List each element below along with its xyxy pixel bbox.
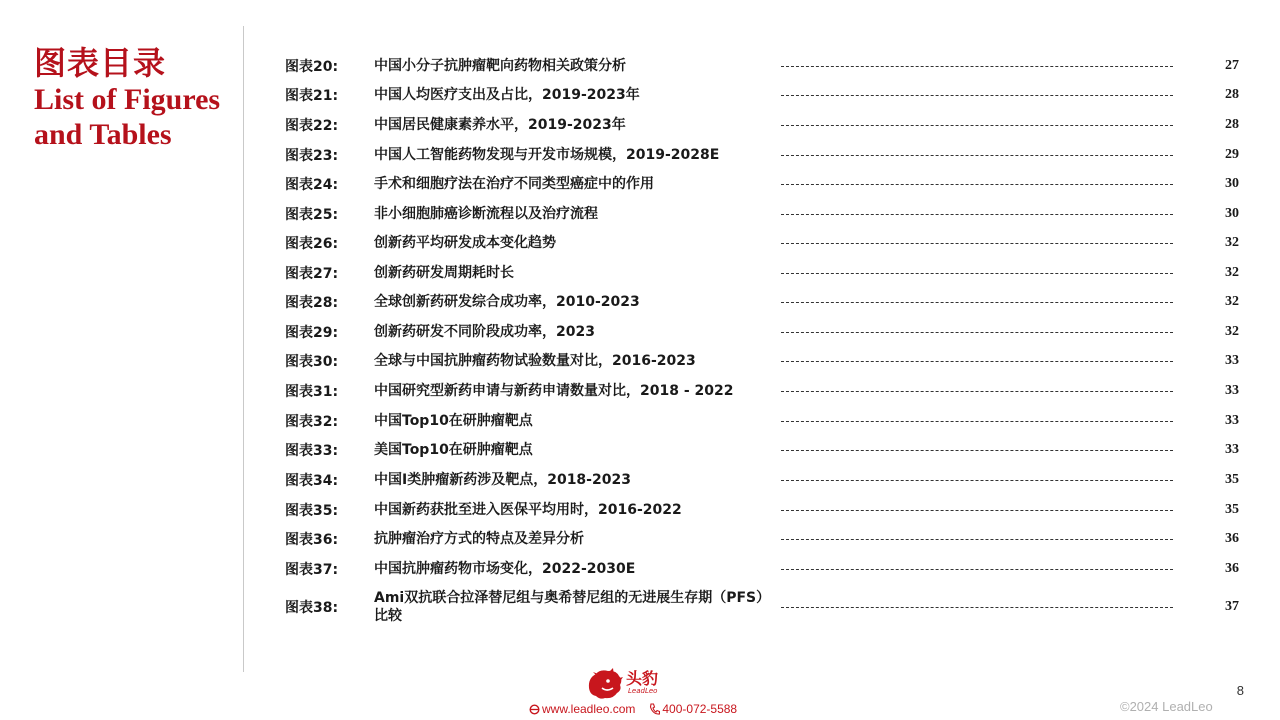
list-item[interactable] <box>0 554 1280 584</box>
figure-title: 手术和细胞疗法在治疗不同类型癌症中的作用 <box>374 176 654 192</box>
figure-page-number: 33 <box>1225 383 1239 398</box>
dotted-leader <box>781 539 1173 540</box>
lion-logo-icon <box>586 668 624 700</box>
dotted-leader <box>781 480 1173 481</box>
figure-title: 中国I类肿瘤新药涉及靶点，2018-2023 <box>374 472 631 488</box>
figure-page-number: 33 <box>1225 353 1239 368</box>
dotted-leader <box>781 361 1173 362</box>
figure-page-number: 28 <box>1225 117 1239 132</box>
list-item[interactable] <box>0 346 1280 376</box>
footer-contact <box>529 701 737 717</box>
figure-page-number: 32 <box>1225 265 1239 280</box>
phone-number: 400-072-5588 <box>662 702 738 716</box>
figure-number: 图表31: <box>285 384 339 400</box>
list-item[interactable] <box>0 406 1280 436</box>
figure-page-number: 33 <box>1225 442 1239 457</box>
website-link[interactable]: www.leadleo.com <box>542 702 636 716</box>
figure-page-number: 37 <box>1225 599 1239 614</box>
figure-page-number: 29 <box>1225 147 1239 162</box>
figure-title: 中国小分子抗肿瘤靶向药物相关政策分析 <box>374 58 626 74</box>
figure-number: 图表24: <box>285 177 339 193</box>
figure-page-number: 33 <box>1225 413 1239 428</box>
dotted-leader <box>781 421 1173 422</box>
figure-page-number: 28 <box>1225 87 1239 102</box>
figure-number: 图表37: <box>285 562 339 578</box>
list-item[interactable] <box>0 435 1280 465</box>
dotted-leader <box>781 302 1173 303</box>
dotted-leader <box>781 569 1173 570</box>
figure-title: 中国Top10在研肿瘤靶点 <box>374 413 533 429</box>
figure-page-number: 30 <box>1225 206 1239 221</box>
figure-number: 图表33: <box>285 443 339 459</box>
list-item[interactable] <box>0 110 1280 140</box>
figure-title: 中国人均医疗支出及占比，2019-2023年 <box>374 87 640 103</box>
phone-icon <box>649 703 660 715</box>
dotted-leader <box>781 184 1173 185</box>
figure-page-number: 35 <box>1225 472 1239 487</box>
list-item[interactable] <box>0 199 1280 229</box>
figure-page-number: 32 <box>1225 235 1239 250</box>
dotted-leader <box>781 332 1173 333</box>
figure-number: 图表26: <box>285 236 339 252</box>
figure-title: 全球创新药研发综合成功率，2010-2023 <box>374 294 640 310</box>
figure-page-number: 27 <box>1225 58 1239 73</box>
figure-number: 图表30: <box>285 354 339 370</box>
dotted-leader <box>781 66 1173 67</box>
list-item[interactable] <box>0 495 1280 525</box>
list-item[interactable] <box>0 589 1280 625</box>
figure-page-number: 35 <box>1225 502 1239 517</box>
page-title-en-line1: List of Figures <box>34 83 221 116</box>
figure-number: 图表28: <box>285 295 339 311</box>
dotted-leader <box>781 125 1173 126</box>
figure-number: 图表21: <box>285 88 339 104</box>
dotted-leader <box>781 155 1173 156</box>
dotted-leader <box>781 243 1173 244</box>
figure-number: 图表29: <box>285 325 339 341</box>
list-item[interactable] <box>0 228 1280 258</box>
dotted-leader <box>781 510 1173 511</box>
figure-title: 中国新药获批至进入医保平均用时，2016-2022 <box>374 502 682 518</box>
figure-number: 图表23: <box>285 148 339 164</box>
figure-page-number: 32 <box>1225 324 1239 339</box>
page-number: 8 <box>1236 683 1244 698</box>
leadleo-logo <box>586 668 666 700</box>
figure-title: 创新药研发不同阶段成功率，2023 <box>374 324 595 340</box>
figure-title: 美国Top10在研肿瘤靶点 <box>374 442 533 458</box>
logo-text-en: LeadLeo <box>628 687 658 695</box>
figure-number: 图表38: <box>285 600 339 616</box>
list-item[interactable] <box>0 376 1280 406</box>
list-item[interactable] <box>0 465 1280 495</box>
list-item[interactable] <box>0 80 1280 110</box>
figure-title: 非小细胞肺癌诊断流程以及治疗流程 <box>374 206 598 222</box>
figure-page-number: 32 <box>1225 294 1239 309</box>
figure-number: 图表35: <box>285 503 339 519</box>
figure-number: 图表22: <box>285 118 339 134</box>
copyright: ©2024 LeadLeo <box>1120 699 1213 714</box>
figure-title: 抗肿瘤治疗方式的特点及差异分析 <box>374 531 584 547</box>
list-item[interactable] <box>0 258 1280 288</box>
list-item[interactable] <box>0 51 1280 81</box>
figure-title: 全球与中国抗肿瘤药物试验数量对比，2016-2023 <box>374 353 696 369</box>
dotted-leader <box>781 607 1173 608</box>
figure-title: 创新药研发周期耗时长 <box>374 265 514 281</box>
figure-number: 图表20: <box>285 59 339 75</box>
figure-title: 中国人工智能药物发现与开发市场规模，2019-2028E <box>374 147 720 163</box>
figure-page-number: 36 <box>1225 561 1239 576</box>
dotted-leader <box>781 391 1173 392</box>
figure-title: 中国研究型新药申请与新药申请数量对比，2018 - 2022 <box>374 383 734 399</box>
figure-title: 中国抗肿瘤药物市场变化，2022-2030E <box>374 561 636 577</box>
figure-number: 图表27: <box>285 266 339 282</box>
figure-title: 创新药平均研发成本变化趋势 <box>374 235 556 251</box>
figure-page-number: 30 <box>1225 176 1239 191</box>
dotted-leader <box>781 214 1173 215</box>
figure-page-number: 36 <box>1225 531 1239 546</box>
list-item[interactable] <box>0 317 1280 347</box>
web-icon <box>529 704 540 715</box>
page-title-cn: 图表目录 <box>34 44 167 82</box>
dotted-leader <box>781 95 1173 96</box>
list-item[interactable] <box>0 524 1280 554</box>
figure-title: 中国居民健康素养水平，2019-2023年 <box>374 117 626 133</box>
list-item[interactable] <box>0 140 1280 170</box>
list-item[interactable] <box>0 169 1280 199</box>
dotted-leader <box>781 450 1173 451</box>
page-title-en-line2: and Tables <box>34 118 172 151</box>
figure-number: 图表32: <box>285 414 339 430</box>
figure-title: Ami双抗联合拉泽替尼组与奥希替尼组的无进展生存期（PFS）比较 <box>374 590 764 624</box>
figure-number: 图表36: <box>285 532 339 548</box>
dotted-leader <box>781 273 1173 274</box>
figure-number: 图表25: <box>285 207 339 223</box>
figure-number: 图表34: <box>285 473 339 489</box>
list-item[interactable] <box>0 287 1280 317</box>
logo-text-cn: 头豹 <box>626 669 659 688</box>
